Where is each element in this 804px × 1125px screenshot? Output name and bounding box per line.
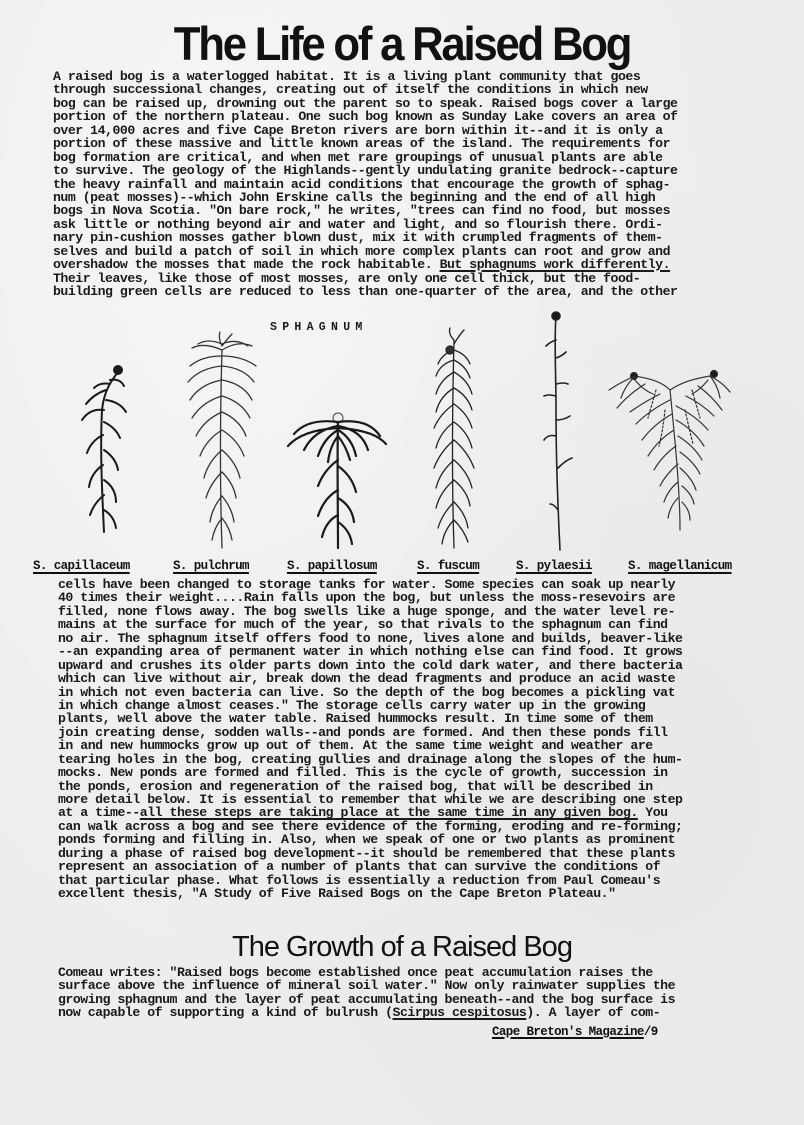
text-line — [58, 847, 682, 860]
text-line — [58, 591, 682, 604]
text-line — [58, 874, 682, 887]
text-run: overshadow the mosses that made the rock habitable. — [53, 257, 440, 273]
text-run: at a time-- — [58, 805, 140, 821]
text-line — [58, 686, 682, 699]
text-line — [58, 820, 682, 833]
text-line — [58, 632, 682, 645]
text-line — [58, 1006, 675, 1019]
text-line — [53, 70, 677, 83]
text-run: which can live without air, break down the dead fragments and produce an acid waste — [58, 671, 676, 687]
species-caption-papillosum: S. papillosum — [287, 559, 377, 573]
text-run: bog can be raised up, drowning out the parent so to speak. Raised bogs cover a large — [53, 95, 678, 111]
text-line — [53, 97, 677, 110]
text-run: cells have been changed to storage tanks for water. Some species can soak up nearly — [58, 577, 676, 592]
text-line — [53, 231, 677, 244]
text-run: portion of the northern plateau. One such bog known as Sunday Lake covers an area of — [53, 109, 678, 125]
text-line — [53, 204, 677, 217]
plant-fuscum-illustration — [434, 328, 474, 548]
species-caption-fuscum: S. fuscum — [417, 559, 480, 573]
text-run: mains at the surface for much of the year, so that rivals to the sphagnum can find — [58, 617, 668, 633]
article-title: The Life of a Raised Bog — [173, 17, 631, 70]
text-run: in which not even bacteria can live. So the depth of the bog becomes a pickling vat — [58, 684, 676, 700]
text-run: --an expanding area of permanent water in which nothing else can find food. It grows — [58, 644, 683, 660]
text-run: Their leaves, like those of most mosses, are only one cell thick, but the food- — [53, 270, 641, 286]
text-line — [58, 659, 682, 672]
page-footer — [492, 1025, 658, 1039]
text-line — [58, 887, 682, 900]
plant-papillosum-illustration — [288, 413, 386, 548]
text-run: growing sphagnum and the layer of peat accumulating beneath--and the bog surface is — [58, 991, 676, 1007]
text-run: can walk across a bog and see there evidence of the forming, eroding and re-forming; — [58, 818, 683, 834]
species-caption-capillaceum: S. capillaceum — [33, 559, 130, 573]
species-caption-pylaesii: S. pylaesii — [516, 559, 592, 573]
text-run: more detail below. It is essential to remember that while we are describing one step — [58, 792, 683, 807]
text-run: filled, none flows away. The bog swells like a huge sponge, and the water level re- — [58, 603, 676, 619]
text-run: join creating dense, sodden walls--and ponds are formed. And then these ponds fill — [58, 724, 668, 740]
text-line — [58, 753, 682, 766]
text-line — [58, 979, 675, 992]
text-run: in which change almost ceases." The storage cells carry water up in the growing — [58, 697, 646, 713]
text-line — [58, 993, 675, 1006]
text-run: surface above the influence of mineral soil water." Now only rainwater supplies the — [58, 978, 676, 994]
text-line — [58, 699, 682, 712]
text-line — [53, 191, 677, 204]
text-line — [53, 164, 677, 177]
text-line — [53, 285, 677, 298]
text-run: bogs in Nova Scotia. "On bare rock," he writes, "trees can find no food, but mosses — [53, 203, 671, 219]
text-line — [58, 605, 682, 618]
plant-capillaceum-illustration — [82, 366, 126, 532]
text-run: tearing holes in the bog, creating gullies and drainage along the slopes of the hum- — [58, 751, 683, 767]
text-run: building green cells are reduced to less than one-quarter of the area, and the other — [53, 284, 678, 299]
text-line — [58, 739, 682, 752]
text-line — [53, 83, 677, 96]
page-number: /9 — [643, 1025, 658, 1039]
text-line — [58, 806, 682, 819]
text-line — [53, 178, 677, 191]
text-run: during a phase of raised bog development--it should be remembered that these plants — [58, 845, 676, 861]
species-caption-pulchrum: S. pulchrum — [173, 559, 249, 573]
text-run: You — [637, 805, 668, 821]
text-line — [53, 218, 677, 231]
text-run: that particular phase. What follows is essentially a reduction from Paul Comeau's — [58, 872, 661, 888]
main-paragraph — [58, 578, 682, 901]
intro-paragraph — [53, 70, 677, 298]
text-run: mocks. New ponds are formed and filled. This is the cycle of growth, succession in — [58, 765, 668, 781]
text-line — [53, 151, 677, 164]
text-run: bog formation are critical, and when met rare groupings of unusual plants are able — [53, 149, 663, 165]
figure-heading: SPHAGNUM — [270, 321, 368, 334]
text-run: represent an association of a number of plants that can survive the conditions of — [58, 859, 661, 875]
text-line — [58, 860, 682, 873]
text-run: over 14,000 acres and five Cape Breton rivers are born within it--and it is only a — [53, 122, 663, 138]
plant-pylaesii-illustration — [544, 312, 572, 550]
underlined-emphasis: But sphagnums work differently. — [439, 257, 671, 273]
text-run: Comeau writes: "Raised bogs become established once peat accumulation raises the — [58, 965, 653, 980]
text-run: ponds forming and filling in. Also, when we speak of one or two plants as prominent — [58, 832, 676, 848]
text-run: the ponds, erosion and regeneration of the raised bog, that will be described in — [58, 778, 653, 794]
text-run: to survive. The geology of the Highlands--gently undulating granite bedrock--capture — [53, 163, 678, 179]
underlined-emphasis: Scirpus cespitosus — [392, 1005, 527, 1021]
text-run: in and new hummocks grow up out of them. At the same time weight and weather are — [58, 738, 653, 754]
text-line — [58, 726, 682, 739]
text-run: plants, well above the water table. Raised hummocks result. In time some of them — [58, 711, 653, 727]
text-run: ask little or nothing beyond air and water and light, and so flourish there. Ordi- — [53, 216, 663, 232]
text-line — [53, 124, 677, 137]
plant-magellanicum-illustration — [609, 371, 730, 531]
text-run: excellent thesis, "A Study of Five Raised Bogs on the Cape Breton Plateau." — [58, 886, 616, 902]
section-subtitle: The Growth of a Raised Bog — [232, 931, 572, 963]
text-run: A raised bog is a waterlogged habitat. It is a living plant community that goes — [53, 69, 641, 84]
text-run: 40 times their weight....Rain falls upon the bog, but unless the moss-resevoirs are — [58, 590, 676, 606]
text-line — [58, 780, 682, 793]
text-run: num (peat mosses)--which John Erskine calls the beginning and the end of all high — [53, 189, 656, 205]
text-line — [58, 793, 682, 806]
text-run: ). A layer of com- — [526, 1005, 661, 1021]
plant-pulchrum-illustration — [188, 332, 256, 548]
text-run: now capable of supporting a kind of bulrush ( — [58, 1005, 393, 1021]
text-line — [53, 245, 677, 258]
text-line — [58, 645, 682, 658]
text-line — [53, 272, 677, 285]
text-line — [58, 966, 675, 979]
text-line — [53, 137, 677, 150]
text-line — [58, 712, 682, 725]
text-line — [58, 672, 682, 685]
text-line — [58, 578, 682, 591]
sphagnum-illustrations — [20, 310, 800, 560]
magazine-name: Cape Breton's Magazine — [492, 1025, 644, 1039]
text-run: the heavy rainfall and maintain acid conditions that encourage the growth of sphag- — [53, 176, 671, 192]
text-line — [53, 258, 677, 271]
text-line — [53, 110, 677, 123]
text-run: upward and crushes its older parts down into the cold dark water, and there bacteria — [58, 657, 683, 673]
text-run: nary pin-cushion mosses gather blown dust, mix it with crumpled fragments of them- — [53, 230, 663, 246]
text-line — [58, 618, 682, 631]
text-line — [58, 833, 682, 846]
text-line — [58, 766, 682, 779]
text-run: through successional changes, creating out of itself the conditions in which new — [53, 82, 648, 98]
text-run: portion of these massive and little known areas of the island. The requirements for — [53, 136, 671, 152]
text-run: no air. The sphagnum itself offers food to none, lives alone and builds, beaver-like — [58, 630, 683, 646]
species-caption-magellanicum: S. magellanicum — [628, 559, 732, 573]
underlined-emphasis: all these steps are taking place at the same time in any given bog. — [139, 805, 638, 821]
growth-paragraph — [58, 966, 675, 1020]
text-run: selves and build a patch of soil in which more complex plants can root and grow and — [53, 243, 671, 259]
